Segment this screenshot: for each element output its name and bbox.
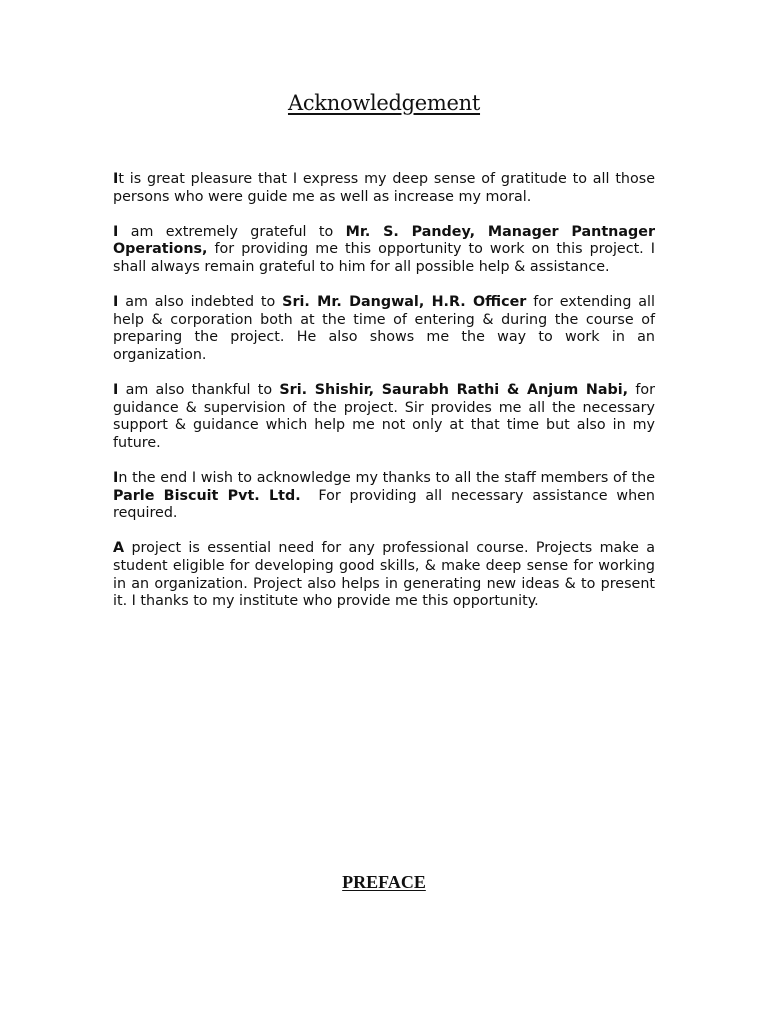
drop-initial: A — [113, 540, 125, 557]
acknowledgement-body — [113, 171, 660, 628]
paragraph-project — [113, 540, 655, 610]
drop-initial: I — [113, 171, 119, 187]
paragraph-hr-officer — [113, 294, 655, 364]
person-name: Sri. Mr. Dangwal, H.R. Officer — [282, 294, 527, 311]
paragraph-manager — [113, 224, 655, 277]
paragraph-text: for providing me this opportunity to work on this project. I shall always remain grateful to him for all possible help & assistance. — [113, 241, 655, 275]
preface-heading: PREFACE — [342, 872, 426, 892]
paragraph-guides — [113, 382, 655, 452]
page-title: Acknowledgement — [287, 91, 481, 115]
person-name: Mr. S. Pandey, Manager Pantnager Operations, — [113, 223, 655, 258]
paragraph-text: For providing all necessary assistance when required. — [113, 487, 660, 522]
paragraph-text: t is great pleasure that I express my deep sense of gratitude to all those persons who were guide me as well as increase my moral. — [113, 171, 655, 205]
paragraph-text: project is essential need for any professional course. Projects make a student eligible for developing good skills, & make deep sense for working in an organization. Project also helps in generating new ideas & to present it. I thanks to my institute who provide me this opportunity. — [113, 540, 655, 610]
paragraph-staff — [113, 470, 660, 523]
paragraph-text: for guidance & supervision of the project. Sir provides me all the necessary support & guidance which help me not only at that time but also in my future. — [113, 382, 656, 451]
drop-initial: I — [113, 470, 119, 487]
drop-initial: I — [113, 294, 119, 311]
paragraph-text: for extending all help & corporation both at the time of entering & during the course of preparing the project. He also shows me the way to work in an organization. — [113, 294, 655, 363]
paragraph-text: am extremely grateful to — [118, 223, 346, 240]
paragraph-text: n the end I wish to acknowledge my thanks to all the staff members of the — [118, 470, 655, 487]
drop-initial: I — [113, 382, 119, 399]
paragraph-gratitude — [113, 171, 655, 206]
person-name: Sri. Shishir, Saurabh Rathi & Anjum Nabi, — [279, 382, 629, 399]
paragraph-text: am also thankful to — [118, 382, 280, 399]
paragraph-text: am also indebted to — [118, 294, 283, 311]
company-name: Parle Biscuit Pvt. Ltd. — [113, 487, 301, 504]
drop-initial: I — [113, 223, 119, 240]
